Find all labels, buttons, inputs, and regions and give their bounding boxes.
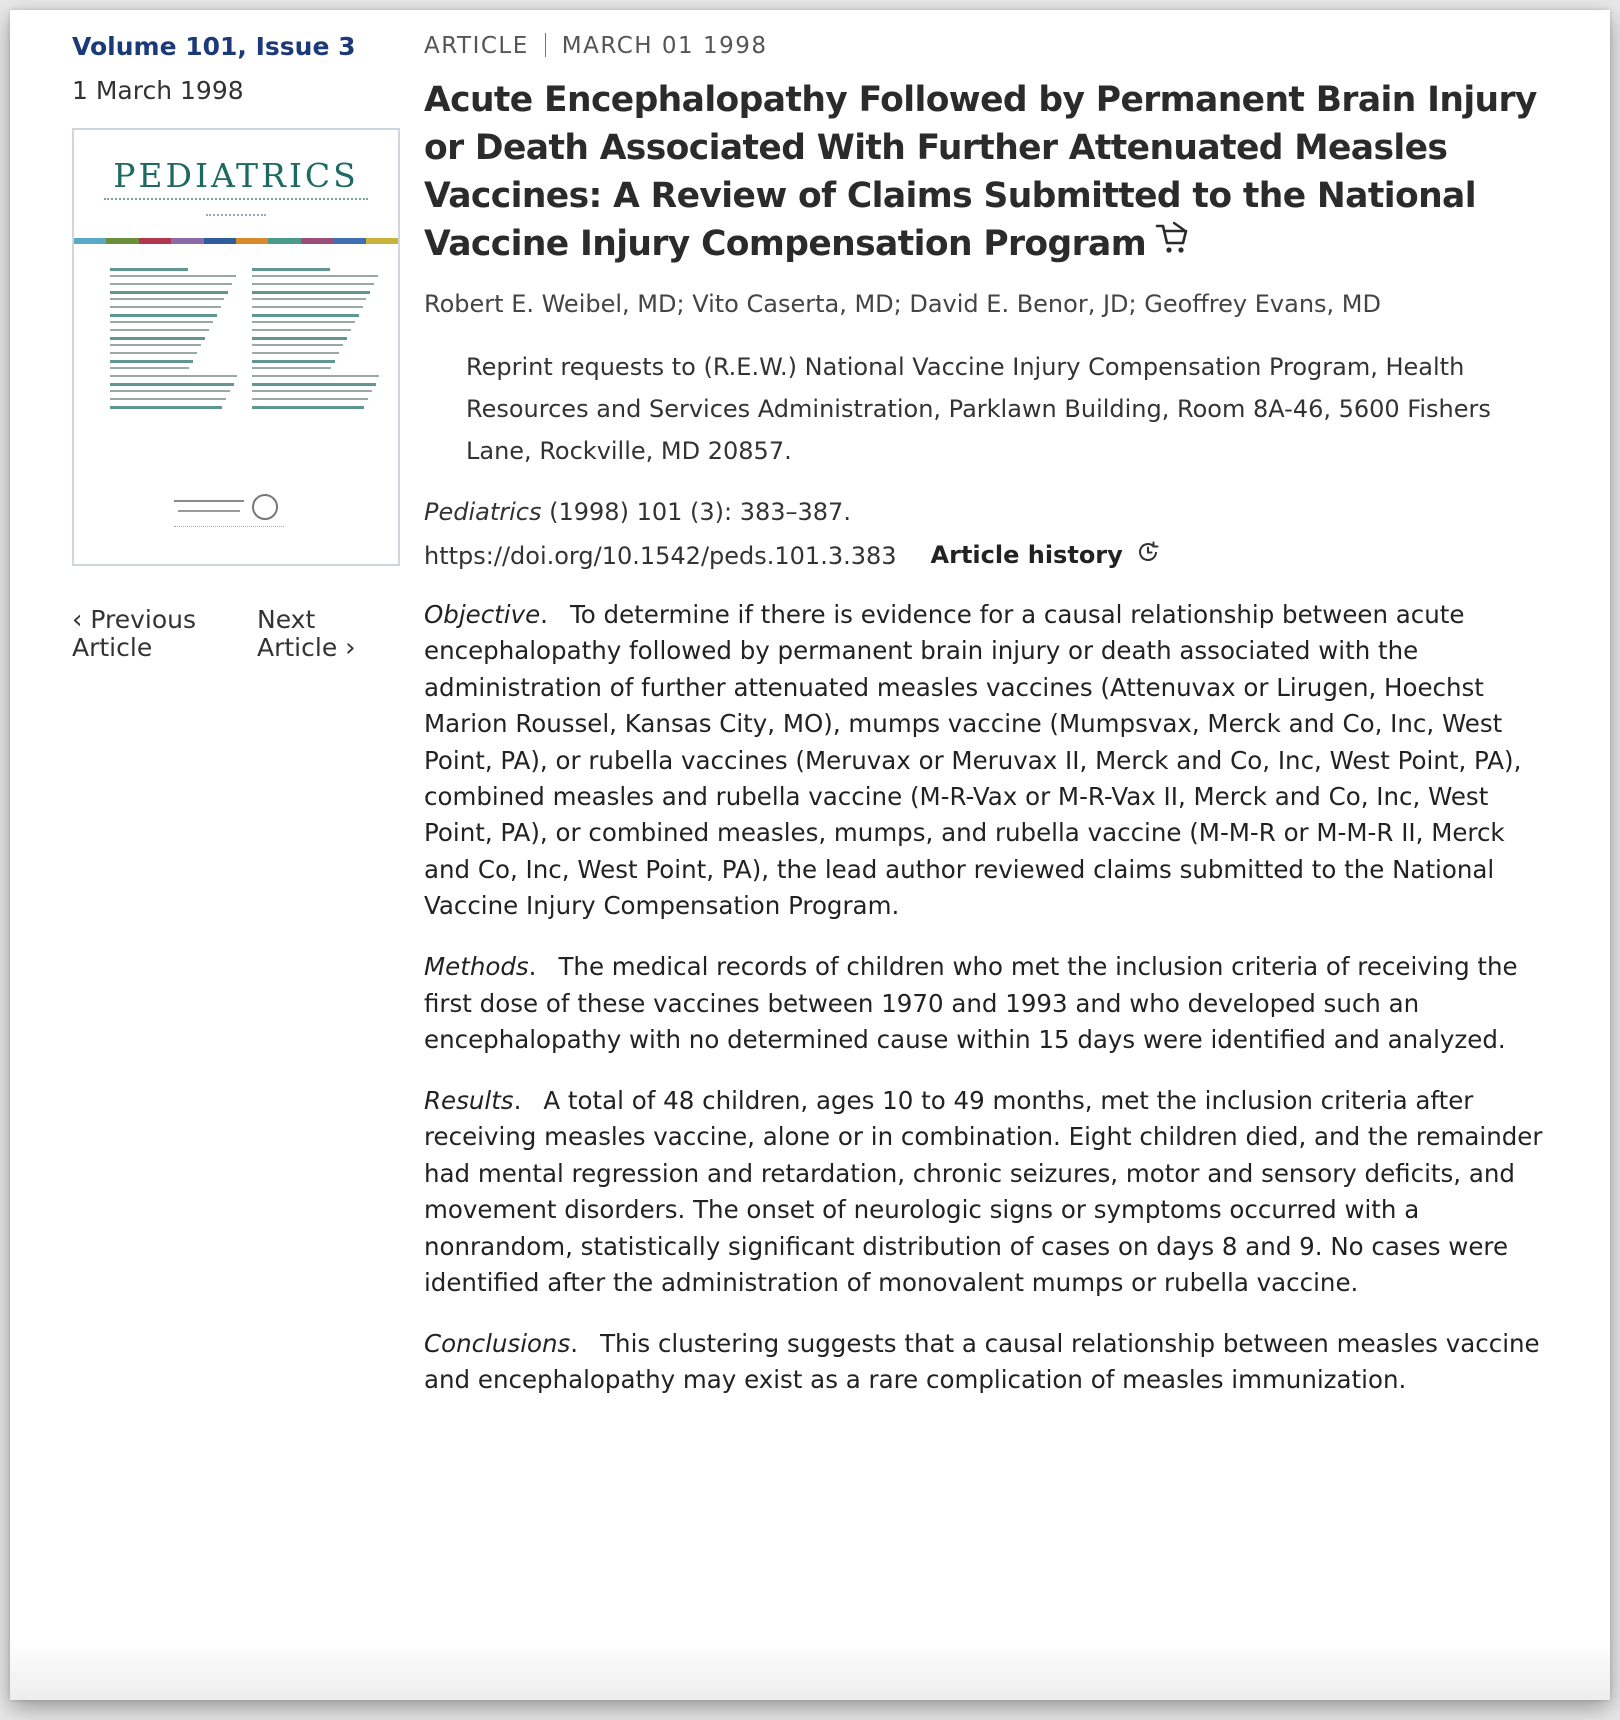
cover-stripe-segment bbox=[204, 238, 236, 244]
cover-toc-line bbox=[252, 375, 379, 377]
cover-toc-line bbox=[252, 337, 347, 340]
article-title-text: Acute Encephalopathy Followed by Permanent Brain Injury or Death Associated With Further Attenuated Measles Vaccines: A Review of Claims Submitted to the National Vaccine Injury Compensation Program bbox=[424, 80, 1537, 264]
issue-date: 1 March 1998 bbox=[72, 76, 244, 105]
article-type: ARTICLE bbox=[424, 33, 529, 59]
volume-issue-link[interactable]: Volume 101, Issue 3 bbox=[72, 32, 356, 61]
cover-toc-line bbox=[110, 275, 236, 277]
abstract-label: Methods bbox=[424, 952, 529, 982]
next-article-link[interactable] bbox=[257, 606, 356, 662]
cover-toc-line bbox=[252, 383, 376, 386]
cover-toc-line bbox=[110, 314, 217, 317]
cover-toc-left bbox=[110, 268, 240, 413]
cover-toc-line bbox=[252, 360, 335, 363]
cover-stripe-segment bbox=[106, 238, 138, 244]
cover-toc-line bbox=[110, 268, 188, 271]
cover-stripe-segment bbox=[171, 238, 203, 244]
chevron-right-icon: › bbox=[345, 633, 356, 663]
previous-article-link[interactable] bbox=[72, 606, 257, 662]
chevron-left-icon: ‹ bbox=[72, 605, 83, 635]
cover-toc-line bbox=[110, 306, 221, 308]
cover-stripe-segment bbox=[139, 238, 171, 244]
cover-publisher-logo bbox=[174, 500, 304, 524]
doi-row bbox=[424, 539, 1544, 573]
cover-toc-line bbox=[110, 344, 201, 346]
kicker-divider bbox=[545, 33, 546, 57]
cover-toc-line bbox=[252, 329, 351, 331]
cover-toc-line bbox=[252, 306, 363, 308]
abstract-text: This clustering suggests that a causal relationship between measles vaccine and encephalopathy may exist as a rare complication of measles immunization. bbox=[424, 1328, 1540, 1395]
aap-seal-icon bbox=[252, 494, 278, 520]
cover-toc-line bbox=[110, 367, 189, 369]
article-date: MARCH 01 1998 bbox=[561, 33, 768, 59]
cover-toc-line bbox=[110, 352, 197, 354]
abstract-text: A total of 48 children, ages 10 to 49 months, met the inclusion criteria after receiving measles vaccine, alone or in combination. Eight children died, and the remainder had mental regression and retardation, chronic seizures, motor and sensory deficits, and movement disorders. The onset of neurologic signs or symptoms occurred with a nonrandom, statistically significant distribution of cases on days 8 and 9. No cases were identified after the administration of monovalent mumps or rubella vaccine. bbox=[424, 1085, 1543, 1297]
cart-icon[interactable] bbox=[1154, 221, 1190, 270]
cover-stripe-segment bbox=[236, 238, 268, 244]
cover-toc-line bbox=[110, 329, 209, 331]
article-kicker bbox=[424, 30, 1544, 62]
abstract-conclusions: Conclusions. This clustering suggests that a causal relationship between measles vaccine and encephalopathy may exist as a rare complication of measles immunization. bbox=[424, 1328, 1540, 1395]
cover-toc-line bbox=[252, 321, 355, 323]
next-label: Next bbox=[257, 605, 316, 634]
cover-toc-line bbox=[110, 291, 228, 294]
article-navigation bbox=[72, 606, 412, 662]
cover-toc-line bbox=[252, 283, 374, 285]
doi-link[interactable]: https://doi.org/10.1542/peds.101.3.383 bbox=[424, 542, 897, 570]
abstract-label: Objective bbox=[424, 600, 541, 629]
cover-toc-line bbox=[110, 360, 193, 363]
article-title bbox=[424, 76, 1544, 270]
cover-toc-line bbox=[252, 390, 372, 392]
cover-toc-line bbox=[252, 275, 378, 277]
cover-toc-line bbox=[252, 367, 331, 369]
previous-label-2: Article bbox=[72, 633, 153, 662]
abstract bbox=[424, 597, 1544, 1399]
cover-toc-line bbox=[110, 298, 224, 300]
cover-stripe-segment bbox=[268, 238, 300, 244]
cover-toc-line bbox=[110, 375, 237, 377]
article-authors[interactable]: Robert E. Weibel, MD; Vito Caserta, MD; David E. Benor, JD; Geoffrey Evans, MD bbox=[424, 290, 1381, 318]
cover-stripe-segment bbox=[74, 238, 106, 244]
reprint-requests: Reprint requests to (R.E.W.) National Vaccine Injury Compensation Program, Health Resources and Services Administration, Parklawn Building, Room 8A-46, 5600 Fishers Lane, Rockville, MD 20857. bbox=[466, 353, 1491, 465]
abstract-label: Results bbox=[424, 1085, 514, 1115]
cover-toc-line bbox=[110, 337, 205, 340]
cover-stripe-segment bbox=[301, 238, 333, 244]
article-card bbox=[10, 10, 1610, 1700]
cover-toc-line bbox=[110, 383, 234, 386]
abstract-results: Results. A total of 48 children, ages 10 to 49 months, met the inclusion criteria after receiving measles vaccine, alone or in combination. Eight children died, and the remainder had mental regression and retardation, chronic seizures, motor and sensory deficits, and movement disorders. The onset of neurologic signs or symptoms occurred with a nonrandom, statistically significant distribution of cases on days 8 and 9. No cases were identified after the administration of monovalent mumps or rubella vaccine. bbox=[424, 1085, 1543, 1297]
abstract-methods: Methods. The medical records of children who met the inclusion criteria of receiving the first dose of these vaccines between 1970 and 1993 and who developed such an encephalopathy with no determined cause within 15 days were identified and analyzed. bbox=[424, 952, 1518, 1054]
cover-toc-line bbox=[252, 314, 359, 317]
cover-toc-right bbox=[252, 268, 382, 413]
cover-subtitle-line bbox=[104, 198, 368, 203]
cover-color-stripe bbox=[74, 238, 398, 244]
sidebar bbox=[72, 30, 412, 662]
previous-label: Previous bbox=[90, 605, 197, 634]
cover-url-line bbox=[74, 214, 398, 216]
cover-toc-line bbox=[252, 268, 330, 271]
abstract-label: Conclusions bbox=[424, 1328, 571, 1358]
citation-journal: Pediatrics bbox=[424, 498, 542, 526]
next-label-2: Article bbox=[257, 633, 338, 662]
cover-toc-line bbox=[252, 406, 364, 409]
citation-details: (1998) 101 (3): 383–387. bbox=[541, 498, 851, 526]
cover-journal-name: PEDIATRICS bbox=[113, 156, 359, 195]
cover-toc-line bbox=[110, 283, 232, 285]
cover-stripe-segment bbox=[333, 238, 365, 244]
cover-toc-line bbox=[110, 390, 230, 392]
cover-toc-line bbox=[252, 398, 368, 400]
abstract-objective: Objective. To determine if there is evidence for a causal relationship between acute encephalopathy followed by permanent brain injury or death associated with the administration of further attenuated measles vaccines (Attenuvax or Lirugen, Hoechst Marion Roussel, Kansas City, MO), mumps vaccine (Mumpsvax, Merck and Co, Inc, West Point, PA), or rubella vaccines (Meruvax or Meruvax II, Merck and Co, Inc, West Point, PA), combined measles and rubella vaccine (M-R-Vax or M-R-Vax II, Merck and Co, Inc, West Point, PA), or combined measles, mumps, and rubella vaccine (M-M-R or M-M-R II, Merck and Co, Inc, West Point, PA), the lead author reviewed claims submitted to the National Vaccine Injury Compensation Program. bbox=[424, 600, 1522, 921]
cover-stripe-segment bbox=[366, 238, 398, 244]
abstract-text: The medical records of children who met the inclusion criteria of receiving the first dose of these vaccines between 1970 and 1993 and who developed such an encephalopathy with no determined cause within 15 days were identified and analyzed. bbox=[424, 952, 1518, 1054]
article-main bbox=[424, 30, 1544, 1423]
cover-toc-line bbox=[252, 298, 366, 300]
cover-toc-line bbox=[252, 291, 370, 294]
abstract-text: To determine if there is evidence for a causal relationship between acute encephalopathy followed by permanent brain injury or death associated with the administration of further attenuated measles vaccines (Attenuvax or Lirugen, Hoechst Marion Roussel, Kansas City, MO), mumps vaccine (Mumpsvax, Merck and Co, Inc, West Point, PA), or rubella vaccines (Meruvax or Meruvax II, Merck and Co, Inc, West Point, PA), combined measles and rubella vaccine (M-R-Vax or M-R-Vax II, Merck and Co, Inc, West Point, PA), or combined measles, mumps, and rubella vaccine (M-M-R or M-M-R II, Merck and Co, Inc, West Point, PA), the lead author reviewed claims submitted to the National Vaccine Injury Compensation Program. bbox=[424, 600, 1522, 921]
cover-toc-line bbox=[110, 398, 226, 400]
citation bbox=[424, 496, 1544, 528]
cover-toc-line bbox=[252, 352, 339, 354]
article-history-label: Article history bbox=[930, 541, 1123, 569]
cover-toc-line bbox=[252, 344, 343, 346]
journal-cover-image[interactable] bbox=[72, 128, 400, 566]
article-history-button[interactable] bbox=[931, 539, 1161, 573]
cover-toc-line bbox=[110, 406, 222, 409]
history-icon bbox=[1135, 539, 1161, 573]
cover-toc-line bbox=[110, 321, 213, 323]
